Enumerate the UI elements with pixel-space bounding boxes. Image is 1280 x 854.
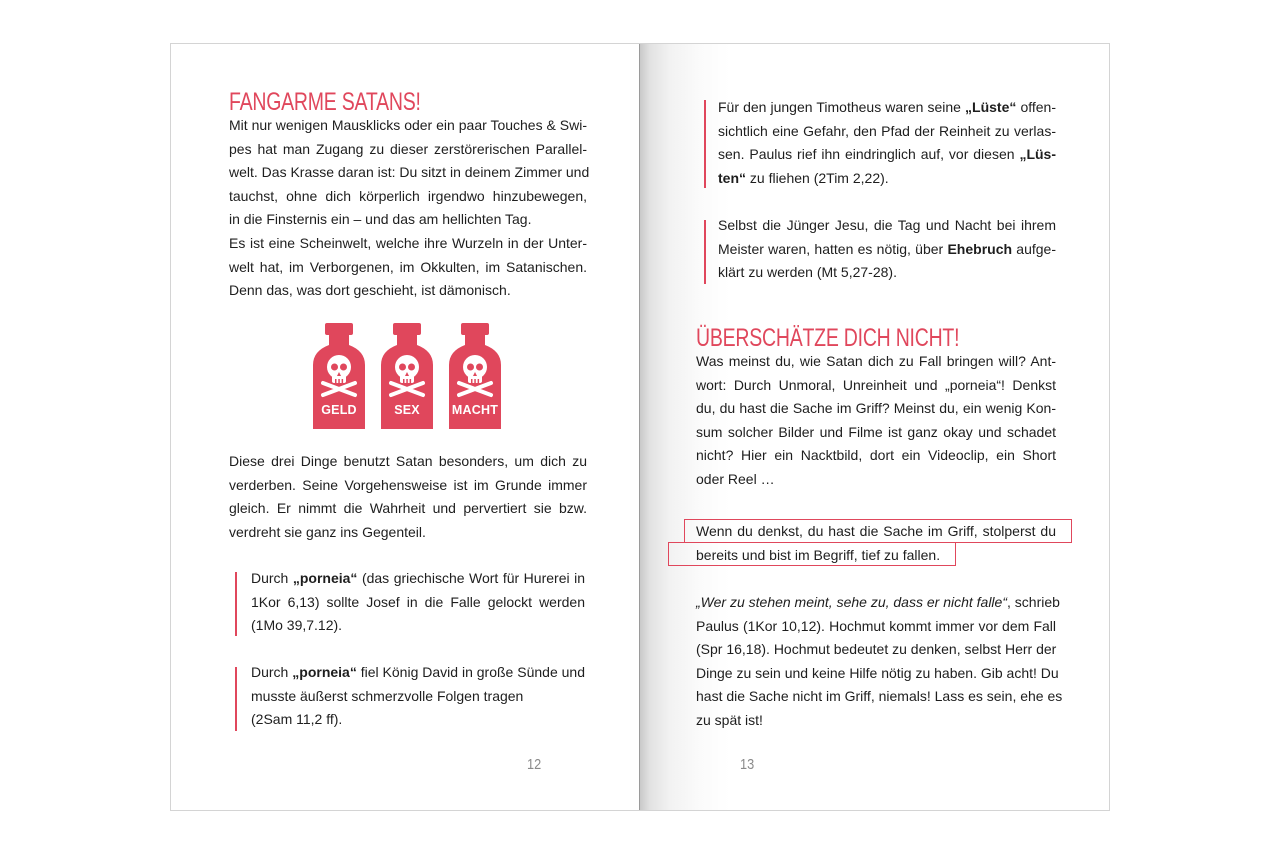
text-line: Was meinst du, wie Satan dich zu Fall bringen will? Ant- (696, 353, 1056, 369)
text-line: welt hat, im Verborgenen, im Okkulten, im Satanischen. (229, 258, 587, 275)
bottle-label: MACHT (451, 403, 499, 417)
right-quote-timotheus (718, 96, 1056, 190)
text-line: Für den jungen Timotheus waren seine „Lüste“ offen- (718, 99, 1056, 115)
text-line: bereits und bist im Begriff, tief zu fallen. (696, 546, 941, 563)
quote-bar (704, 220, 706, 284)
text-line: wort: Durch Unmoral, Unreinheit und „porneia“! Denkst (696, 376, 1056, 393)
text-line: verdreht sie ganz ins Gegenteil. (229, 523, 426, 540)
highlighted-statement (696, 520, 1056, 567)
left-quote-josef (251, 567, 585, 638)
text-line: du, du hast die Sache im Griff? Meinst du, ein wenig Kon- (696, 400, 1056, 417)
right-page (640, 44, 1109, 810)
text-line: gleich. Er nimmt die Wahrheit und pervertiert sie bzw. (229, 500, 587, 517)
text-line: (2Sam 11,2 ff). (251, 711, 343, 728)
page-number-left: 12 (527, 756, 542, 773)
text-line: Mit nur wenigen Mausklicks oder ein paar Touches & Swi- (229, 117, 587, 133)
text-line: Meister waren, hatten es nötig, über Ehebruch aufge- (718, 240, 1057, 257)
text-line: (Spr 16,18). Hochmut bedeutet zu denken, selbst Herr der (696, 641, 1057, 658)
text-line: sichtlich eine Gefahr, den Pfad der Reinheit zu verlas- (718, 122, 1056, 139)
text-line: hast die Sache nicht im Griff, niemals! Lass es sein, ehe es (696, 688, 1063, 705)
text-line: Wenn du denkst, du hast die Sache im Griff, stolperst du (696, 523, 1056, 539)
text-line: sen. Paulus rief ihn eindringlich auf, vor diesen „Lüs- (718, 146, 1056, 163)
left-quote-david (251, 661, 585, 732)
quote-bar (235, 667, 237, 731)
bottle-label: SEX (394, 403, 420, 417)
text-line: „Wer zu stehen meint, sehe zu, dass er nicht falle“, schrieb (696, 594, 1060, 610)
bottle-sex (379, 321, 435, 436)
left-intro-paragraph (229, 114, 590, 303)
text-line: Durch „porneia“ fiel König David in große Sünde und (251, 664, 585, 680)
text-line: Diese drei Dinge benutzt Satan besonders, um dich zu (229, 453, 587, 469)
quote-bar (235, 572, 237, 636)
text-line: Paulus (1Kor 10,12). Hochmut kommt immer vor dem Fall (696, 617, 1056, 634)
text-line: klärt zu werden (Mt 5,27-28). (718, 264, 897, 281)
text-line: pes hat man Zugang zu dieser zerstörerischen Parallel- (229, 140, 587, 157)
text-line: Denn das, was dort geschieht, ist dämonisch. (229, 282, 511, 299)
text-line: musste äußerst schmerzvolle Folgen tragen (251, 687, 524, 704)
text-line: verderben. Seine Vorgehensweise ist im Grunde immer (229, 476, 587, 493)
text-line: in die Finsternis ein – und das am hellichten Tag. (229, 211, 532, 228)
left-heading: FANGARME SATANS! (229, 88, 421, 116)
page-number-right: 13 (740, 756, 755, 773)
right-closing-paragraph (696, 591, 1063, 733)
text-line: tauchst, ohne dich körperlich irgendwo hinzubewegen, (229, 187, 587, 204)
bottle-macht (447, 321, 503, 436)
right-heading: ÜBERSCHÄTZE DICH NICHT! (696, 324, 960, 352)
text-line: Durch „porneia“ (das griechische Wort für Hurerei in (251, 570, 585, 586)
text-line: Dinge zu sein und keine Hilfe nötig zu haben. Gib acht! Du (696, 664, 1059, 681)
text-line: 1Kor 6,13) sollte Josef in die Falle gelockt werden (251, 593, 585, 610)
text-line: ten“ zu fliehen (2Tim 2,22). (718, 169, 889, 186)
left-page (171, 44, 640, 810)
right-intro-paragraph (696, 350, 1056, 492)
text-line: nicht? Hier ein Nacktbild, dort ein Videoclip, ein Short (696, 447, 1056, 464)
text-line: zu spät ist! (696, 711, 763, 728)
book-spread (170, 43, 1110, 811)
text-line: oder Reel … (696, 470, 775, 487)
right-quote-juenger (718, 214, 1056, 285)
text-line: welt. Das Krasse daran ist: Du sitzt in deinem Zimmer und (229, 164, 590, 181)
text-line: Es ist eine Scheinwelt, welche ihre Wurzeln in der Unter- (229, 234, 587, 251)
text-line: Selbst die Jünger Jesu, die Tag und Nacht bei ihrem (718, 217, 1056, 233)
text-line: (1Mo 39,7.12). (251, 617, 343, 634)
bottle-label: GELD (321, 403, 357, 417)
left-body-paragraph (229, 450, 587, 544)
text-line: sum solcher Bilder und Filme ist ganz okay und schadet (696, 423, 1056, 440)
quote-bar (704, 100, 706, 188)
bottle-geld (311, 321, 367, 436)
